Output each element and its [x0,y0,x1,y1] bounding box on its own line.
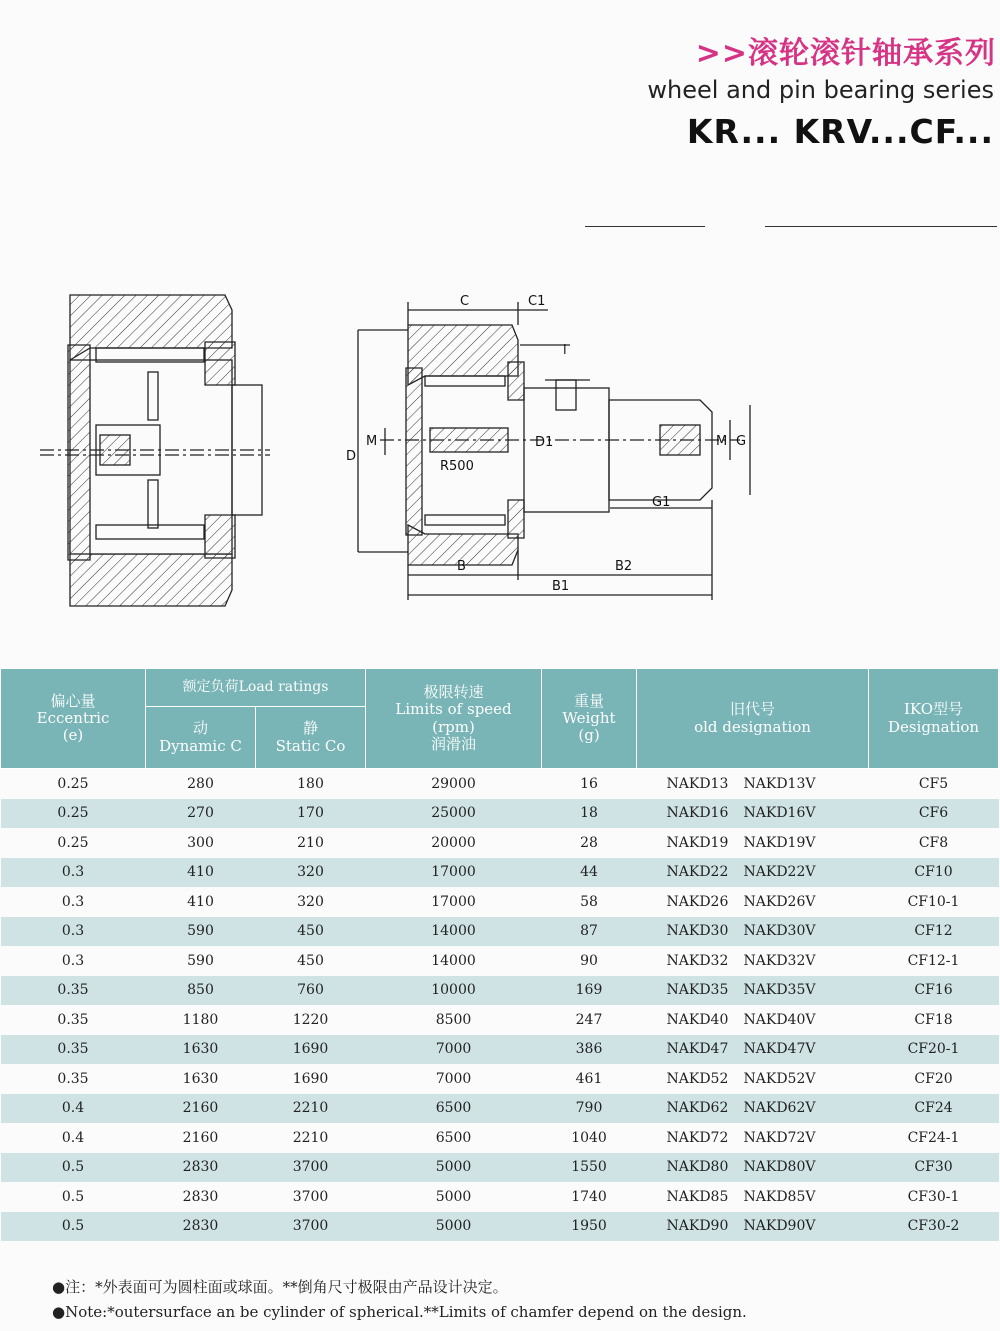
table-row [1,976,999,1006]
cell-old1: NAKD22 [637,858,734,888]
cell-stat: 210 [297,834,324,851]
cell-weight: 1950 [542,1212,637,1242]
cell-weight: 169 [542,976,637,1006]
cell-old1: NAKD32 [666,952,729,969]
cell-ecc: 0.35 [57,1070,89,1087]
cell-dyn: 270 [146,799,256,829]
cell-ecc: 0.35 [1,976,146,1006]
table-row [1,799,999,829]
cell-old2: NAKD90V [734,1212,869,1242]
cell-iko: CF30-2 [869,1212,999,1242]
cell-old2: NAKD40V [743,1011,816,1028]
header-load-ratings: 额定负荷Load ratings [146,669,366,707]
cell-dyn: 410 [146,858,256,888]
bearing-drawings [0,250,1000,660]
cell-dyn: 410 [187,893,214,910]
cell-old1: NAKD62 [637,1094,734,1124]
cell-iko: CF20-1 [869,1035,999,1065]
cell-weight: 461 [575,1070,603,1087]
cell-old2: NAKD26V [743,893,816,910]
cell-dyn: 590 [187,952,214,969]
cell-weight: 58 [580,893,598,910]
cell-old2: NAKD62V [734,1094,869,1124]
dim-label-m2: M [716,434,728,449]
dim-label-b2: B2 [615,559,633,574]
cell-old1: NAKD90 [637,1212,734,1242]
cell-weight: 790 [542,1094,637,1124]
cell-ecc: 0.25 [57,775,89,792]
cell-iko: CF12 [869,917,999,947]
cell-stat: 1690 [292,1070,329,1087]
cam-follower-drawing [358,302,750,600]
cell-ecc: 0.3 [1,917,146,947]
cell-stat: 760 [256,976,366,1006]
cell-speed: 5000 [366,1153,542,1183]
cell-weight: 90 [580,952,598,969]
cell-ecc: 0.25 [57,834,89,851]
section-view-drawing [40,295,270,606]
cell-iko: CF10-1 [907,893,960,910]
note-english: ●Note:*outersurface an be cylinder of spherical.**Limits of chamfer depend on the design. [52,1303,747,1321]
cell-dyn: 1180 [182,1011,219,1028]
cell-old2: NAKD13V [743,775,816,792]
header-static: 静 Static Co [256,707,366,769]
cell-iko: CF24 [869,1094,999,1124]
cell-old2: NAKD80V [734,1153,869,1183]
cell-ecc: 0.4 [61,1129,85,1146]
cell-iko: CF16 [869,976,999,1006]
cell-dyn: 850 [146,976,256,1006]
cell-speed: 29000 [431,775,476,792]
table-row [1,828,999,858]
cell-stat: 450 [256,917,366,947]
cell-old1: NAKD47 [637,1035,734,1065]
table-body [1,769,999,1242]
cell-speed: 6500 [366,1094,542,1124]
cell-old2: NAKD22V [734,858,869,888]
dim-label-l: l [563,343,567,358]
header-old-designation: 旧代号 old designation [637,669,869,769]
cell-dyn: 590 [146,917,256,947]
table-row [1,946,999,976]
cell-speed: 20000 [431,834,476,851]
table-row [1,1035,999,1065]
cell-speed: 17000 [431,893,476,910]
cell-old2: NAKD30V [734,917,869,947]
cell-ecc: 0.5 [1,1153,146,1183]
cell-old2: NAKD72V [743,1129,816,1146]
header-dynamic: 动 Dynamic C [146,707,256,769]
cell-dyn: 300 [187,834,214,851]
cell-weight: 44 [542,858,637,888]
cell-speed: 6500 [435,1129,472,1146]
divider-line [765,226,997,227]
table-row [1,769,999,799]
cell-old1: NAKD16 [637,799,734,829]
dim-label-m: M [366,434,378,449]
cell-iko: CF30 [869,1153,999,1183]
cell-ecc: 0.35 [57,1011,89,1028]
table-row [1,917,999,947]
cell-weight: 247 [575,1011,603,1028]
cell-weight: 1550 [542,1153,637,1183]
table-row [1,1064,999,1094]
header-eccentric: 偏心量 Eccentric (e) [1,669,146,769]
cell-dyn: 2830 [146,1153,256,1183]
cell-old1: NAKD40 [666,1011,729,1028]
cell-dyn: 1630 [182,1070,219,1087]
cell-iko: CF18 [914,1011,953,1028]
cell-old1: NAKD52 [666,1070,729,1087]
cell-speed: 8500 [435,1011,472,1028]
cell-old1: NAKD19 [666,834,729,851]
dim-label-g1: G1 [652,495,671,510]
cell-old2: NAKD35V [734,976,869,1006]
table-row [1,1005,999,1035]
cell-weight: 16 [580,775,598,792]
cell-stat: 320 [297,893,324,910]
cell-old1: NAKD35 [637,976,734,1006]
cell-ecc: 0.35 [1,1035,146,1065]
cell-old2: NAKD16V [734,799,869,829]
cell-stat: 2210 [292,1129,329,1146]
dim-label-b1: B1 [552,579,570,594]
cell-speed: 14000 [366,917,542,947]
cell-weight: 386 [542,1035,637,1065]
cell-old2: NAKD52V [743,1070,816,1087]
note-chinese: ●注：*外表面可为圆柱面或球面。**倒角尺寸极限由产品设计决定。 [52,1278,508,1296]
cell-stat: 320 [256,858,366,888]
cell-stat: 3700 [256,1153,366,1183]
dim-label-b: B [457,559,466,574]
cell-speed: 5000 [435,1188,472,1205]
cell-iko: CF24-1 [907,1129,960,1146]
dim-label-c: C [460,294,470,309]
cell-dyn: 2830 [146,1212,256,1242]
cell-old2: NAKD19V [743,834,816,851]
cell-old1: NAKD85 [666,1188,729,1205]
cell-dyn: 2160 [182,1129,219,1146]
notes [52,1275,747,1325]
cell-iko: CF10 [869,858,999,888]
divider-line [585,226,705,227]
header-speed-limit: 极限转速 Limits of speed (rpm) 润滑油 [366,669,542,769]
cell-old2: NAKD32V [743,952,816,969]
cell-iko: CF20 [914,1070,953,1087]
dim-label-d1: D1 [535,435,554,450]
cell-dyn: 1630 [146,1035,256,1065]
dim-label-c1: C1 [528,294,546,309]
title-chinese: >>滚轮滚针轴承系列 [695,36,996,71]
cell-iko: CF6 [869,799,999,829]
cell-stat: 1690 [256,1035,366,1065]
cell-iko: CF30-1 [907,1188,960,1205]
cell-old1: NAKD30 [637,917,734,947]
cell-speed: 14000 [431,952,476,969]
cell-weight: 87 [542,917,637,947]
cell-stat: 3700 [256,1212,366,1242]
cell-old1: NAKD72 [666,1129,729,1146]
dim-label-d: D [346,449,357,464]
cell-ecc: 0.25 [1,799,146,829]
cell-iko: CF5 [918,775,949,792]
cell-ecc: 0.5 [1,1212,146,1242]
dim-label-g: G [736,434,747,449]
cell-speed: 10000 [366,976,542,1006]
header-weight: 重量 Weight (g) [542,669,637,769]
cell-speed: 7000 [435,1070,472,1087]
cell-ecc: 0.5 [61,1188,85,1205]
cell-dyn: 280 [187,775,214,792]
cell-weight: 1040 [571,1129,607,1146]
table-row [1,1153,999,1183]
cell-old1: NAKD13 [666,775,729,792]
cell-iko: CF8 [918,834,949,851]
model-series: KR... KRV...CF... [686,112,994,151]
cell-ecc: 0.3 [61,893,85,910]
cell-ecc: 0.4 [1,1094,146,1124]
table-row [1,1094,999,1124]
header-iko-designation: IKO型号 Designation [869,669,999,769]
dim-label-r500: R500 [440,459,474,474]
cell-stat: 170 [256,799,366,829]
table-row [1,887,999,917]
cell-speed: 5000 [366,1212,542,1242]
title-english: wheel and pin bearing series [647,76,994,104]
cell-speed: 17000 [366,858,542,888]
cell-old1: NAKD80 [637,1153,734,1183]
cell-stat: 450 [297,952,324,969]
cell-old1: NAKD26 [666,893,729,910]
cell-dyn: 2160 [146,1094,256,1124]
cell-stat: 3700 [292,1188,329,1205]
cell-ecc: 0.3 [1,858,146,888]
cell-dyn: 2830 [182,1188,219,1205]
table-row [1,1123,999,1153]
specification-table [0,668,999,1241]
cell-weight: 18 [542,799,637,829]
table-row [1,1182,999,1212]
cell-old2: NAKD85V [743,1188,816,1205]
cell-weight: 28 [580,834,598,851]
cell-speed: 7000 [366,1035,542,1065]
cell-weight: 1740 [571,1188,607,1205]
table-row [1,1212,999,1242]
cell-stat: 180 [297,775,324,792]
cell-old2: NAKD47V [734,1035,869,1065]
cell-ecc: 0.3 [61,952,85,969]
cell-stat: 1220 [292,1011,329,1028]
cell-speed: 25000 [366,799,542,829]
cell-stat: 2210 [256,1094,366,1124]
table-row [1,858,999,888]
cell-iko: CF12-1 [907,952,960,969]
